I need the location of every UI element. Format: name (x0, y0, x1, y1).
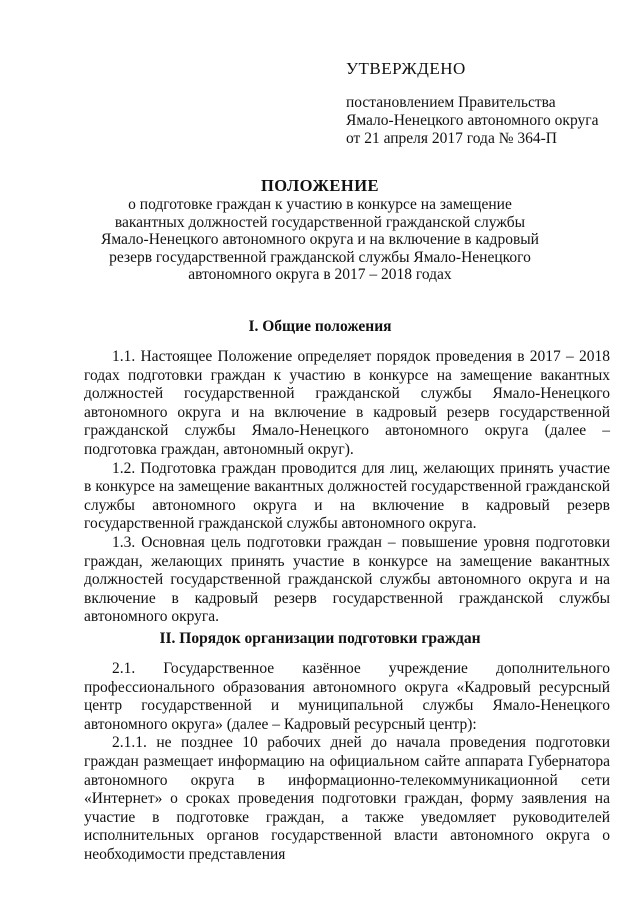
subtitle-line: автономного округа в 2017 – 2018 годах (188, 266, 452, 283)
paragraph-1-2: 1.2. Подготовка граждан проводится для лиц, желающих принять участие в конкурсе на замещение вакантных должностей государственной гражданской службы автономного округа и на включение в кадровый резерв государственной гражданской службы автономного округа. (84, 459, 610, 533)
paragraph-1-3: 1.3. Основная цель подготовки граждан – повышение уровня подготовки граждан, желающих принять участие в конкурсе на замещение вакантных должностей государственной гражданской службы автономного округа и на включение в кадровый резерв государственной гражданской службы автономного округа. (84, 533, 610, 626)
section-heading-organization: II. Порядок организации подготовки граждан (159, 630, 481, 647)
paragraph-1-1: 1.1. Настоящее Положение определяет порядок проведения в 2017 – 2018 годах подготовки граждан к участию в конкурсе на замещение вакантных должностей государственной гражданской службы Ямало-Ненецкого автономного округа и на включение в кадровый резерв государственной гражданской службы Ямало-Ненецкого автономного округа (далее – подготовка граждан, автономный округ). (84, 348, 610, 458)
subtitle-line: о подготовке граждан к участию в конкурсе на замещение (128, 196, 512, 213)
document-title: ПОЛОЖЕНИЕ (260, 176, 380, 195)
subtitle-line: вакантных должностей государственной гражданской службы (114, 213, 526, 231)
section-heading-general: I. Общие положения (248, 318, 392, 335)
approval-line: от 21 апреля 2017 года № 364-П (346, 130, 557, 147)
paragraph-2-1: 2.1. Государственное казённое учреждение дополнительного профессионального образования автономного округа «Кадровый ресурсный центр государственной и муниципальной службы Ямало-Ненецкого автономного округа» (далее – Кадровый ресурсный центр): (84, 660, 610, 733)
approval-stamp: УТВЕРЖДЕНО (346, 59, 466, 78)
document-subtitle (100, 196, 540, 284)
approval-line: постановлением Правительства (346, 94, 556, 111)
approval-block (346, 60, 616, 148)
subtitle-line: Ямало-Ненецкого автономного округа и на включение в кадровый (101, 231, 539, 248)
subtitle-line: резерв государственной гражданской службы Ямало-Ненецкого (109, 248, 531, 266)
approval-line: Ямало-Ненецкого автономного округа (346, 112, 599, 129)
section-general-body (84, 348, 610, 627)
section-organization-body (84, 660, 610, 865)
paragraph-2-1-1: 2.1.1. не позднее 10 рабочих дней до начала проведения подготовки граждан размещает информацию на официальном сайте аппарата Губернатора автономного округа в информационно-телекоммуникационной сети «Интернет» о сроках проведения подготовки граждан, форму заявления на участие в подготовке граждан, а также уведомляет руководителей исполнительных органов государственной власти автономного округа о необходимости представления (84, 734, 610, 863)
